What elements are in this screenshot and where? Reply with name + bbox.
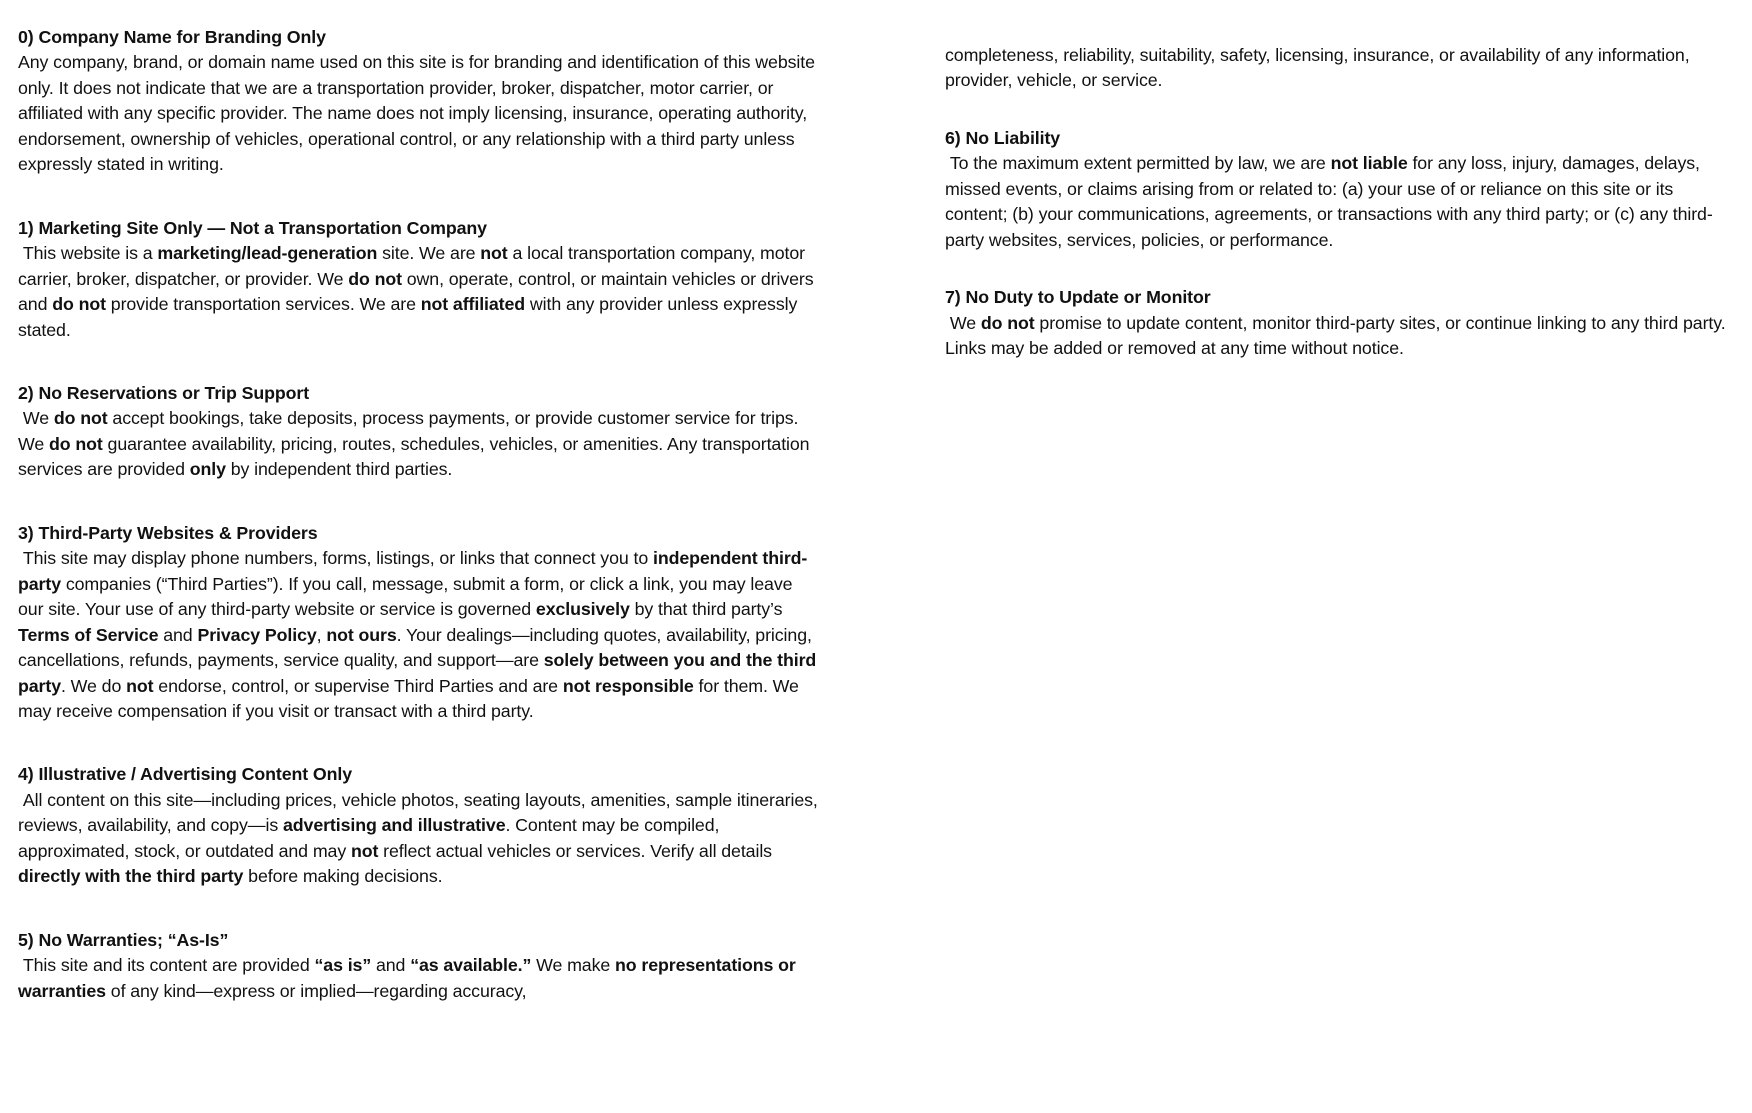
section-body: completeness, reliability, suitability, safety, licensing, insurance, or availability of any information, provider, vehicle, or service. [945,45,1695,91]
section-third-party-websites [18,521,821,725]
section-heading: 4) Illustrative / Advertising Content Only [18,764,353,785]
section-heading: 7) No Duty to Update or Monitor [945,287,1211,308]
section-heading: 6) No Liability [945,127,1061,148]
right-column [945,25,1735,394]
section-illustrative-content [18,762,823,889]
section-heading: 0) Company Name for Branding Only [18,27,326,47]
section-no-duty-to-update [945,285,1735,361]
section-body: This site and its content are provided “as is” and “as available.” We make no representations or warranties of any kind—express or implied—regarding accuracy, [18,955,801,1001]
section-body: All content on this site—including prices, vehicle photos, seating layouts, amenities, sample itineraries, reviews, availability, and copy—is advertising and illustrative. Content may be compiled, approximated, stock, or outdated and may not reflect actual vehicles or services. Verify all details directly with the third party before making decisions. [18,789,823,887]
section-no-warranties-continued [945,43,1735,94]
section-body: We do not promise to update content, monitor third-party sites, or continue linking to any third party. Links may be added or removed at any time without notice. [945,312,1731,359]
section-body: This site may display phone numbers, forms, listings, or links that connect you to independent third-party companies (“Third Parties”). If you call, message, submit a form, or click a link, you may leave our site. Your use of any third-party website or service is governed exclusively by that third party’s Terms of Service and Privacy Policy, not ours. Your dealings—including quotes, availability, pricing, cancellations, refunds, payments, service quality, and support—are solely between you and the third party. We do not endorse, control, or supervise Third Parties and are not responsible for them. We may receive compensation if you visit or transact with a third party. [18,548,821,721]
section-no-warranties [18,928,818,1004]
section-body: This website is a marketing/lead-generation site. We are not a local transportation company, motor carrier, broker, dispatcher, or provider. We do not own, operate, control, or maintain vehicles or drivers and do not provide transportation services. We are not affiliated with any provider unless expressly stated. [18,243,819,340]
section-heading: 2) No Reservations or Trip Support [18,382,310,403]
section-heading: 3) Third-Party Websites & Providers [18,522,318,543]
section-heading: 5) No Warranties; “As-Is” [18,929,229,950]
section-body: Any company, brand, or domain name used on this site is for branding and identification of this website only. It does not indicate that we are a transportation provider, broker, dispatcher, motor carrier, or affiliated with any specific provider. The name does not imply licensing, insurance, operating authority, endorsement, ownership of vehicles, operational control, or any relationship with a third party unless expressly stated in writing. [18,52,820,175]
section-no-liability [945,126,1735,253]
section-marketing-site-only [18,216,818,343]
section-company-name-branding [18,25,818,178]
left-column [18,25,823,1042]
section-body: To the maximum extent permitted by law, we are not liable for any loss, injury, damages, delays, missed events, or claims arising from or related to: (a) your use of or reliance on this site or its content; (b) your communications, agreements, or transactions with any third party; or (c) any third-party websites, services, policies, or performance. [945,153,1713,250]
section-body: We do not accept bookings, take deposits, process payments, or provide customer service for trips. We do not guarantee availability, pricing, routes, schedules, vehicles, or amenities. Any transportation services are provided only by independent third parties. [18,408,815,480]
section-heading: 1) Marketing Site Only — Not a Transportation Company [18,217,487,238]
section-no-reservations [18,381,818,483]
